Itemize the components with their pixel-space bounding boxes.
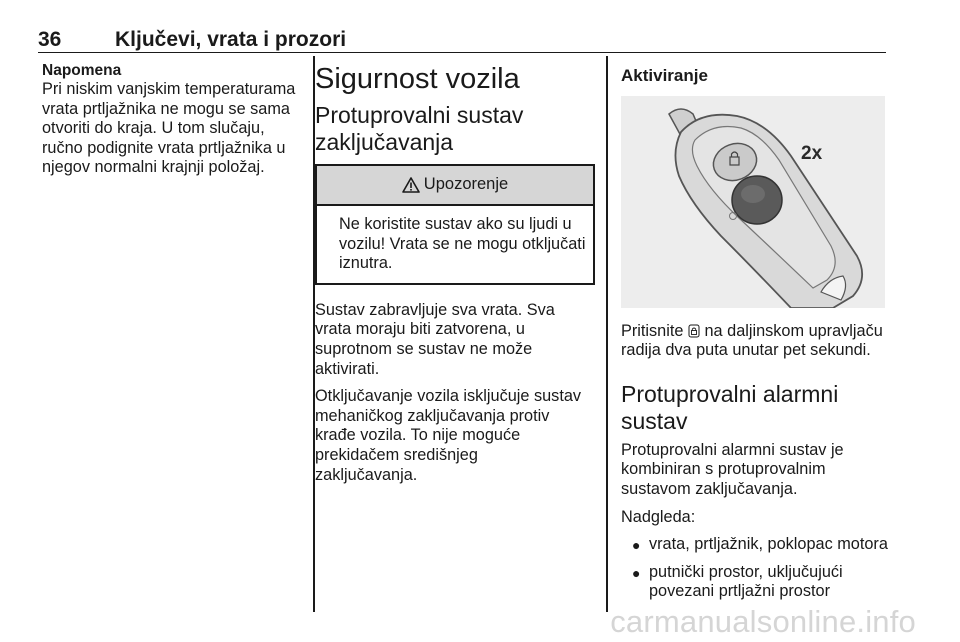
paragraph-line bbox=[621, 322, 891, 342]
paragraph-line: radija dva puta unutar pet sekundi. bbox=[621, 341, 871, 360]
paragraph-line: vrata moraju biti zatvorena, u bbox=[315, 320, 525, 339]
note-title: Napomena bbox=[42, 62, 122, 79]
paragraph bbox=[315, 387, 597, 485]
page-title: Ključevi, vrata i prozori bbox=[115, 28, 347, 51]
warning-body bbox=[317, 206, 593, 283]
subsection-heading-line: zaključavanja bbox=[315, 129, 454, 155]
column-divider bbox=[606, 56, 608, 612]
list-item-text: povezani prtljažni prostor bbox=[649, 582, 830, 601]
column-right bbox=[621, 62, 891, 602]
monitors-label: Nadgleda: bbox=[621, 507, 696, 526]
warning-box bbox=[315, 164, 595, 285]
press-text: na daljinskom upravljaču bbox=[704, 321, 883, 340]
page-header bbox=[38, 26, 886, 53]
paragraph-line: prekidačem središnjeg bbox=[315, 445, 478, 464]
list-item bbox=[621, 535, 891, 555]
bullet-dot-icon: ● bbox=[632, 537, 641, 554]
press-text: Pritisnite bbox=[621, 321, 684, 340]
warning-title: Upozorenje bbox=[423, 175, 509, 194]
press-twice-label: 2x bbox=[801, 142, 823, 164]
warning-line: iznutra. bbox=[339, 254, 393, 273]
paragraph-line: Sustav zabravljuje sva vrata. Sva bbox=[315, 300, 555, 319]
note-line: njegov normalni krajnji položaj. bbox=[42, 158, 265, 177]
paragraph bbox=[315, 301, 597, 379]
watermark: carmanualsonline.info bbox=[610, 604, 916, 639]
warning-line: Ne koristite sustav ako su ljudi u bbox=[339, 215, 572, 233]
note-line: vrata prtljažnika ne mogu se sama bbox=[42, 99, 290, 118]
warning-triangle-icon bbox=[402, 177, 420, 193]
list-item-text: vrata, prtljažnik, poklopac motora bbox=[649, 535, 888, 554]
list-item-text: putnički prostor, uključujući bbox=[649, 562, 843, 581]
paragraph-line: kombiniran s protuprovalnim bbox=[621, 460, 826, 479]
paragraph-line: zaključavanja. bbox=[315, 465, 418, 484]
list-item bbox=[621, 563, 891, 602]
note-line: ručno podignite vrata prtljažnika u bbox=[42, 138, 286, 157]
note-line: otvoriti do kraja. U tom slučaju, bbox=[42, 119, 265, 138]
paragraph-line: suprotnom se sustav ne može bbox=[315, 339, 533, 358]
warning-header bbox=[317, 166, 593, 206]
section-heading: Sigurnost vozila bbox=[315, 63, 520, 95]
bullet-dot-icon: ● bbox=[632, 564, 641, 581]
activation-heading: Aktiviranje bbox=[621, 66, 708, 85]
alarm-heading-line: sustav bbox=[621, 407, 688, 434]
page-number: 36 bbox=[38, 28, 62, 51]
paragraph-line: krađe vozila. To nije moguće bbox=[315, 426, 521, 445]
column-left bbox=[42, 62, 304, 178]
alarm-heading bbox=[621, 381, 891, 435]
paragraph bbox=[621, 441, 891, 500]
subsection-heading bbox=[315, 102, 597, 156]
paragraph bbox=[621, 322, 891, 361]
warning-line: vozilu! Vrata se ne mogu otključati bbox=[339, 234, 586, 253]
alarm-heading-line: Protuprovalni alarmni bbox=[621, 380, 839, 407]
paragraph-line: sustavom zaključavanja. bbox=[621, 479, 798, 498]
key-fob-illustration bbox=[621, 96, 885, 308]
key-fob-icon bbox=[621, 96, 885, 308]
paragraph-line: Otključavanje vozila isključuje sustav bbox=[315, 387, 582, 406]
subsection-heading-line: Protuprovalni sustav bbox=[315, 102, 524, 128]
note-line: Pri niskim vanjskim temperaturama bbox=[42, 80, 296, 98]
paragraph-line: aktivirati. bbox=[315, 359, 380, 378]
column-middle bbox=[315, 62, 597, 485]
paragraph-line: Protuprovalni alarmni sustav je bbox=[621, 440, 844, 459]
paragraph-line: mehaničkog zaključavanja protiv bbox=[315, 406, 550, 425]
lock-icon bbox=[688, 324, 700, 338]
